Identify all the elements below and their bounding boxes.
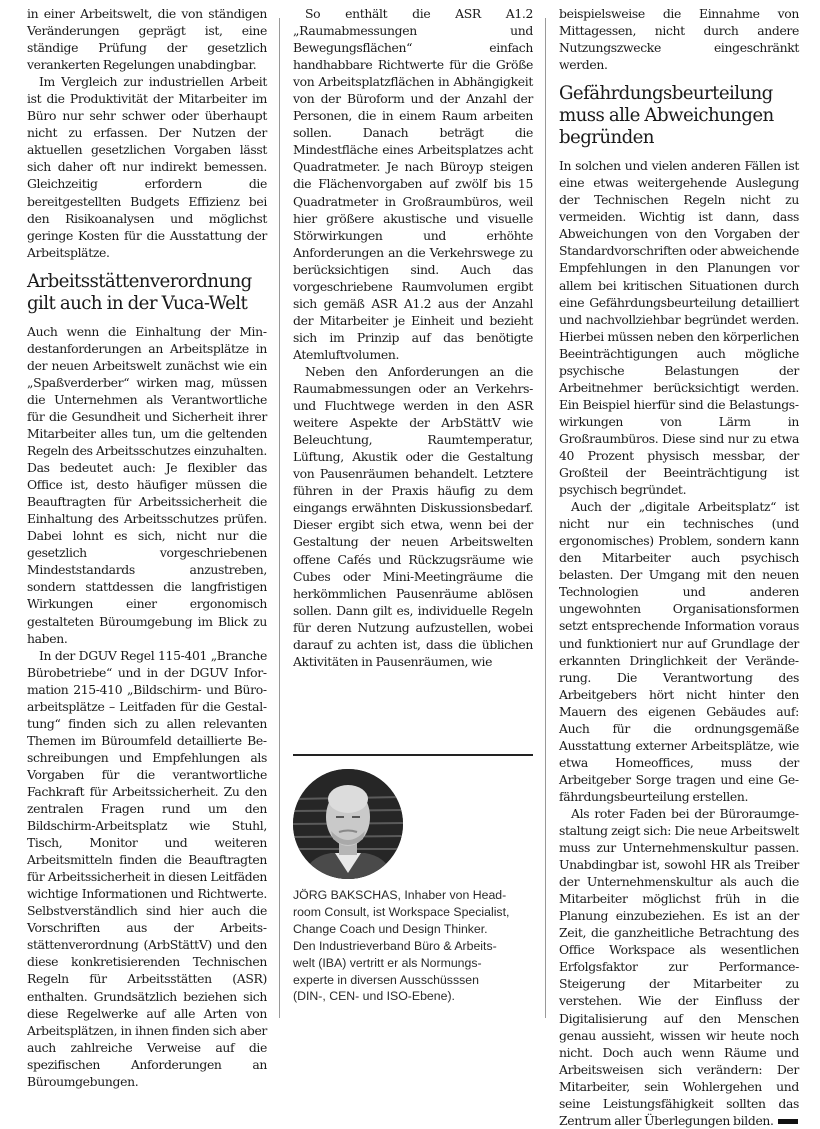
paragraph-text: Im Vergleich zur industriellen Arbeit ist die Produktivität der Mitarbeiter im Büro nur sehr schwer oder überhaupt nicht zu erfassen. Der Nutzen der aktuellen gesetzlichen Vorgaben lässt sich daher oft nur indirekt bemessen. Gleichzeitig erfordern die bereitgestellten Budgets Effizienz bei den Risikoanalysen und möglichst geringe Kosten für die Ausstattung der Arbeitsplätze. xyxy=(27,74,267,260)
article-column-3 xyxy=(559,5,799,1129)
author-bio-line: (DIN-, CEN- und ISO-Ebene). xyxy=(293,989,455,1004)
body-paragraph xyxy=(27,5,267,73)
paragraph-text: Auch der „digitale Arbeitsplatz“ ist nicht nur ein technisches (und ergonomisches) Problem, sondern kann den Mitarbeiter auch psychisch belasten. Der Umgang mit den neuen Technologien und anderen ungewohnten Organisationsformen setzt entsprechende Information voraus und funktioniert nur auf Grundlage der erkannten Dringlichkeit der Veränderung. Die Verantwortung des Arbeitgebers hört nicht hinter den Mauern des eigenen Gebäudes auf: Auch für die ordnungsgemäße Ausstattung externer Arbeitsplätze, wie etwa Homeoffices, muss der Arbeitgeber Sorge tragen und eine Gefährdungsbeurteilung erstellen. xyxy=(559,499,799,804)
body-paragraph xyxy=(559,498,799,805)
paragraph-text: in einer Arbeitswelt, die von ständigen Veränderungen geprägt ist, eine ständige Prüfung der gesetzlich verankerten Regelungen unabdingbar. xyxy=(27,6,267,73)
body-paragraph xyxy=(559,157,799,498)
column-divider xyxy=(279,18,280,1018)
paragraph-text: beispielsweise die Einnahme von Mittagessen, nicht durch andere Nutzungszwecke eingeschränkt werden. xyxy=(559,6,799,73)
paragraph-text: In solchen und vielen anderen Fällen ist eine etwas weitergehende Auslegung der Technischen Regeln nicht zu vermeiden. Wichtig ist dann, dass Abweichungen von den Vorgaben der Standardvorschriften oder abweichende Empfehlungen in den Planungen vor allem bei kritischen Situationen durch eine Gefährdungsbeurteilung detailliert und nachvollziehbar begründet werden. Hierbei müssen neben den körperlichen Beeinträchtigungen auch mögliche psychische Belastungen der Arbeitnehmer berücksichtigt werden. Ein Beispiel hierfür sind die Belastungswirkungen von Lärm in Großraumbüros. Diese sind nur zu etwa 40 Prozent physisch messbar, der Großteil der Beeinträchtigung ist psychisch begründet. xyxy=(559,158,799,498)
body-paragraph xyxy=(27,73,267,261)
author-bio-line: JÖRG BAKSCHAS, Inhaber von Head- xyxy=(293,888,507,902)
article-end-mark xyxy=(778,1119,798,1124)
portrait-image xyxy=(293,769,403,879)
author-bio-line: room Consult, ist Workspace Specialist, xyxy=(293,904,510,919)
author-bio xyxy=(293,887,533,1005)
author-box-rule xyxy=(293,754,533,756)
body-paragraph xyxy=(559,5,799,73)
paragraph-text: Auch wenn die Einhaltung der Mindestanforderungen an Arbeitsplätze in der neuen Arbeitswelt zunächst wie ein „Spaßverderber“ wirken mag, müssen die Unternehmen als Verantwortliche für die Gesundheit und Sicherheit ihrer Mitarbeiter alles tun, um die geltenden Regeln des Arbeitsschutzes einzuhalten. Das bedeutet auch: Je flexibler das Office ist, desto häufiger müssen die Beauftragten für Arbeitssicherheit die Einhaltung des Arbeitsschutzes prüfen. Dabei lohnt es sich, nicht nur die gesetzlich vorgeschriebenen Mindeststandards anzustreben, sondern stattdessen die langfristigen Wirkungen einer ergonomisch gestalteten Büroumgebung im Blick zu haben. xyxy=(27,323,267,646)
paragraph-text: So enthält die ASR A1.2 „Raumabmessungen und Bewegungsflächen“ einfach handhabbare Richtwerte für die Größe von Arbeitsplatzflächen in Abhängigkeit von der Büroform und der Anzahl der Personen, die in einem Raum arbeiten sollen. Danach beträgt die Mindestfläche eines Arbeitsplatzes acht Quadratmeter. Je nach Büroyp steigen die Flächenvorgaben auf zwölf bis 15 Quadratmeter in Großraumbüros, weil hier größere akustische und visuelle Störwirkungen und erhöhte Anforderungen an die Verkehrswege zu berücksichtigen sind. Auch das vorgeschriebene Raumvolumen ergibt sich gemäß ASR A1.2 aus der Anzahl der Mitarbeiter je Einheit und bezieht sich im Prinzip auf das benötigte Atemluftvolumen. xyxy=(293,6,533,362)
heading-text: Arbeitsstättenverordnung gilt auch in der Vuca-Welt xyxy=(27,270,252,314)
section-heading xyxy=(27,271,267,315)
heading-text: Gefährdungsbeurteilung muss alle Abweichungen begründen xyxy=(559,83,774,149)
author-photo xyxy=(293,769,403,879)
body-paragraph xyxy=(27,323,267,647)
column-divider xyxy=(545,18,546,1018)
body-paragraph xyxy=(293,363,533,670)
body-paragraph xyxy=(27,647,267,1090)
section-heading xyxy=(559,83,799,149)
author-bio-line: Den Industrieverband Büro & Arbeits- xyxy=(293,938,497,953)
body-paragraph xyxy=(559,805,799,1129)
paragraph-text: Als roter Faden bei der Büroraumgestaltung zeigt sich: Die neue Arbeitswelt muss zur Unternehmenskultur passen. Unabdingbar ist, sowohl HR als Treiber der Unternehmenskultur als auch die Mitarbeiter möglichst früh in die Planung einzubeziehen. Es ist an der Zeit, die ganzheitliche Betrachtung des Office Workspace als wesentlichen Erfolgsfaktor zur Performance-Steigerung der Mitarbeiter zu verstehen. Wie der Einfluss der Digitalisierung auf den Menschen genau aussieht, wissen wir heute noch nicht. Doch auch wenn Räume und Arbeitsweisen sich verändern: Der Mitarbeiter, sein Wohlergehen und seine Leistungsfähigkeit sollten das Zentrum aller Überlegungen bilden. xyxy=(559,805,799,1128)
body-paragraph xyxy=(293,5,533,363)
paragraph-text: Neben den Anforderungen an die Raumabmessungen oder an Verkehrs- und Fluchtwege werden in den ASR weitere Aspekte der ArbStättV wie Beleuchtung, Raumtemperatur, Lüftung, Akustik oder die Gestaltung von Pausenräumen behandelt. Letztere führen in der Praxis häufig zu dem eingangs erwähnten Diskussionsbedarf. Dieser ergibt sich etwa, wenn bei der Gestaltung der neuen Arbeitswelten offene Cafés und Rückzugsräume wie Cubes oder Mini-Meetingräume die herkömmlichen Pausenräume ablösen sollen. Dann gilt es, individuelle Regeln für deren Nutzung aufzustellen, wobei darauf zu achten ist, dass die üblichen Aktivitäten in Pausenräumen, wie xyxy=(293,363,533,669)
article-column-1 xyxy=(27,5,267,1090)
article-column-2 xyxy=(293,5,533,670)
author-bio-line: experte in diversen Ausschüsssen xyxy=(293,972,479,987)
author-bio-line: Change Coach und Design Thinker. xyxy=(293,921,488,936)
author-bio-line: welt (IBA) vertritt er als Normungs- xyxy=(293,955,482,970)
paragraph-text: In der DGUV Regel 115-401 „Branche Bürobetriebe“ und in der DGUV Information 215-410 „Bildschirm- und Büroarbeitsplätze – Leitfaden für die Gestaltung“ finden sich zu allen relevanten Themen im Büroumfeld detaillierte Beschreibungen und Empfehlungen als Vorgaben für die verantwortliche Fachkraft für Arbeitssicherheit. Zu den zentralen Fragen rund um den Bildschirm-Arbeitsplatz wie Stuhl, Tisch, Monitor und weiteren Arbeitsmitteln finden die Beauftragten für Arbeitssicherheit in diesen Leitfäden wichtige Informationen und Richtwerte. Selbstverständlich sind hier auch die Vorschriften aus der Arbeitsstättenverordnung (ArbStättV) und den diese konkretisierenden Technischen Regeln für Arbeitsstätten (ASR) enthalten. Grundsätzlich beziehen sich diese Regelwerke auf alle Arten von Arbeitsplätzen, in ihnen finden sich aber auch zahlreiche Verweise auf die spezifischen Anforderungen an Büroumgebungen. xyxy=(27,647,267,1089)
